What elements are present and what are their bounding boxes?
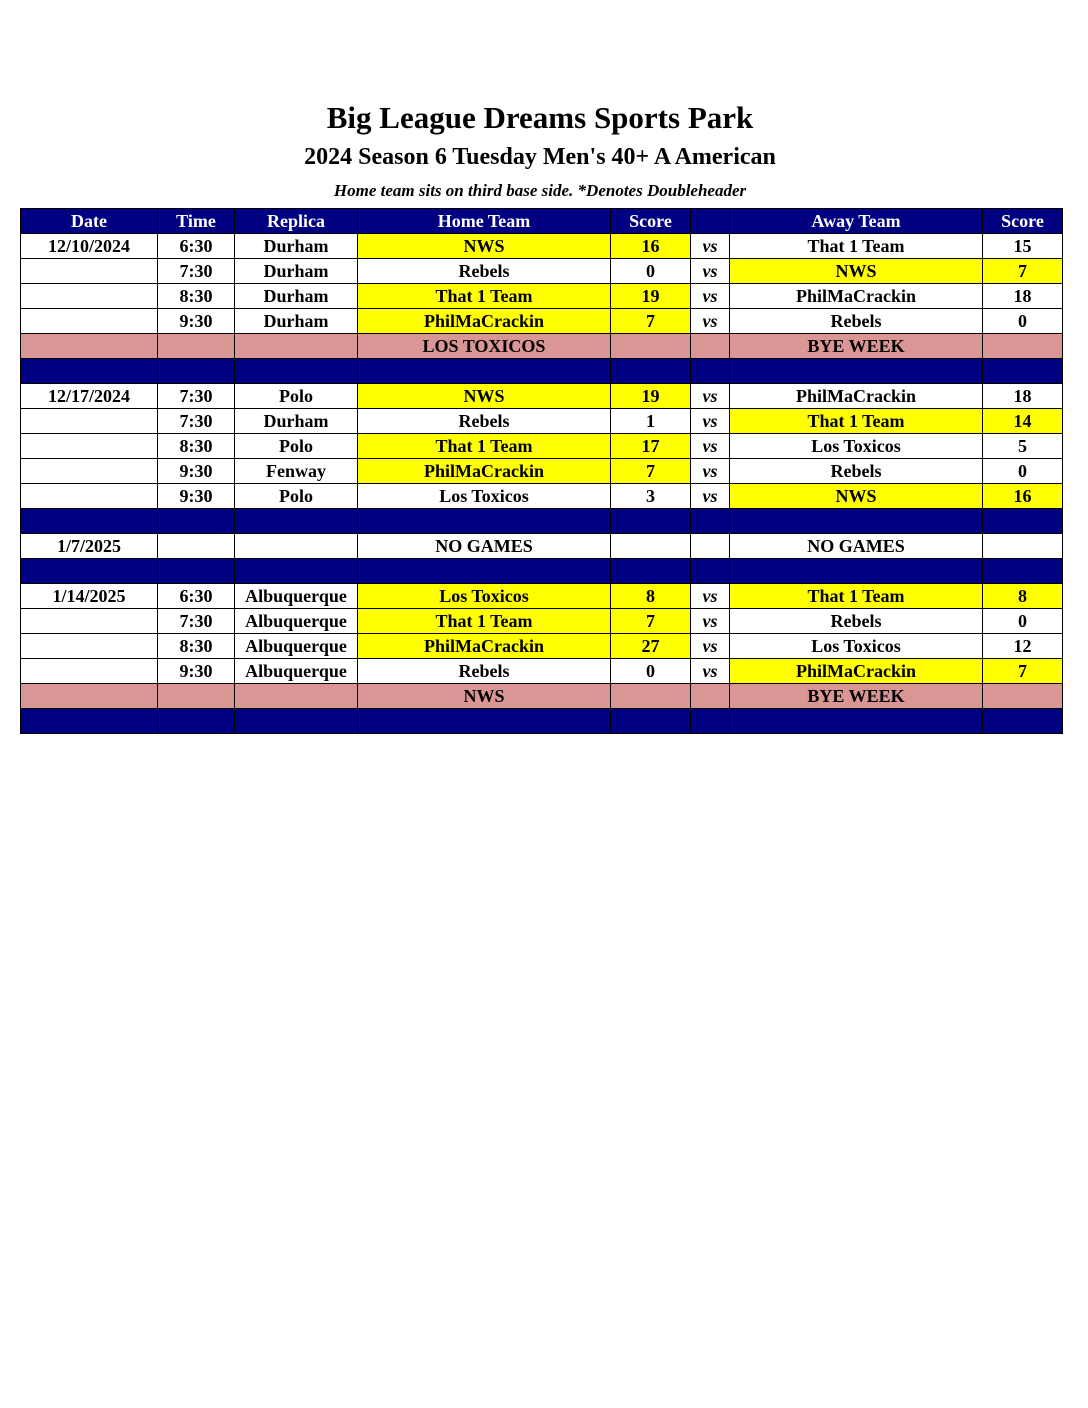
away-score-cell bbox=[983, 534, 1063, 559]
replica-field-cell: Durham bbox=[235, 284, 358, 309]
season-subtitle: 2024 Season 6 Tuesday Men's 40+ A American bbox=[304, 144, 776, 170]
replica-field-cell: Albuquerque bbox=[235, 659, 358, 684]
time-cell: 8:30 bbox=[158, 634, 235, 659]
game-row bbox=[21, 284, 1063, 309]
away-team-cell: NWS bbox=[730, 259, 983, 284]
away-score-cell: 0 bbox=[983, 609, 1063, 634]
spacer-cell bbox=[691, 559, 730, 584]
vs-cell: vs bbox=[691, 484, 730, 509]
schedule-note: Home team sits on third base side. *Denotes Doubleheader bbox=[333, 181, 747, 200]
time-cell bbox=[158, 684, 235, 709]
replica-field-cell: Albuquerque bbox=[235, 609, 358, 634]
column-header-away-team: Away Team bbox=[730, 209, 983, 234]
away-score-cell: 15 bbox=[983, 234, 1063, 259]
home-score-cell: 7 bbox=[611, 309, 691, 334]
away-team-cell: NO GAMES bbox=[730, 534, 983, 559]
column-header-time: Time bbox=[158, 209, 235, 234]
home-team-cell: PhilMaCrackin bbox=[358, 459, 611, 484]
away-team-cell: BYE WEEK bbox=[730, 334, 983, 359]
date-cell bbox=[21, 634, 158, 659]
spacer-cell bbox=[983, 709, 1063, 734]
spacer-cell bbox=[358, 709, 611, 734]
schedule-table bbox=[20, 208, 1063, 734]
spacer-cell bbox=[611, 709, 691, 734]
date-cell bbox=[21, 484, 158, 509]
vs-cell: vs bbox=[691, 609, 730, 634]
date-cell bbox=[21, 334, 158, 359]
away-score-cell bbox=[983, 684, 1063, 709]
date-cell: 12/17/2024 bbox=[21, 384, 158, 409]
page-title: Big League Dreams Sports Park bbox=[326, 100, 754, 135]
replica-field-cell: Polo bbox=[235, 434, 358, 459]
home-score-cell bbox=[611, 334, 691, 359]
home-score-cell bbox=[611, 684, 691, 709]
date-cell bbox=[21, 434, 158, 459]
replica-field-cell: Polo bbox=[235, 484, 358, 509]
date-cell: 1/14/2025 bbox=[21, 584, 158, 609]
away-score-cell: 7 bbox=[983, 259, 1063, 284]
home-score-cell: 0 bbox=[611, 259, 691, 284]
spacer-cell bbox=[21, 559, 158, 584]
vs-cell: vs bbox=[691, 234, 730, 259]
vs-cell: vs bbox=[691, 384, 730, 409]
bye-week-row bbox=[21, 684, 1063, 709]
header-row bbox=[21, 209, 1063, 234]
away-team-cell: NWS bbox=[730, 484, 983, 509]
game-row bbox=[21, 309, 1063, 334]
home-team-cell: Rebels bbox=[358, 659, 611, 684]
spacer-cell bbox=[235, 509, 358, 534]
away-score-cell: 18 bbox=[983, 384, 1063, 409]
spacer-cell bbox=[158, 359, 235, 384]
home-score-cell: 7 bbox=[611, 609, 691, 634]
away-team-cell: Los Toxicos bbox=[730, 634, 983, 659]
away-score-cell bbox=[983, 334, 1063, 359]
date-cell bbox=[21, 309, 158, 334]
vs-cell: vs bbox=[691, 459, 730, 484]
date-cell bbox=[21, 659, 158, 684]
spacer-cell bbox=[21, 509, 158, 534]
spacer-cell bbox=[358, 359, 611, 384]
vs-cell: vs bbox=[691, 659, 730, 684]
replica-field-cell: Albuquerque bbox=[235, 634, 358, 659]
time-cell: 6:30 bbox=[158, 234, 235, 259]
column-header-date: Date bbox=[21, 209, 158, 234]
home-score-cell: 19 bbox=[611, 284, 691, 309]
away-score-cell: 0 bbox=[983, 309, 1063, 334]
replica-field-cell: Durham bbox=[235, 259, 358, 284]
spacer-cell bbox=[358, 509, 611, 534]
away-team-cell: PhilMaCrackin bbox=[730, 384, 983, 409]
spacer-cell bbox=[158, 559, 235, 584]
replica-field-cell: Durham bbox=[235, 234, 358, 259]
vs-cell: vs bbox=[691, 634, 730, 659]
spacer-cell bbox=[983, 559, 1063, 584]
away-score-cell: 8 bbox=[983, 584, 1063, 609]
time-cell: 8:30 bbox=[158, 284, 235, 309]
home-score-cell: 0 bbox=[611, 659, 691, 684]
vs-cell: vs bbox=[691, 584, 730, 609]
replica-field-cell: Fenway bbox=[235, 459, 358, 484]
game-row bbox=[21, 434, 1063, 459]
time-cell: 7:30 bbox=[158, 384, 235, 409]
column-header-home-team: Home Team bbox=[358, 209, 611, 234]
date-cell: 12/10/2024 bbox=[21, 234, 158, 259]
date-cell bbox=[21, 409, 158, 434]
vs-cell bbox=[691, 534, 730, 559]
home-team-cell: That 1 Team bbox=[358, 609, 611, 634]
spacer-cell bbox=[158, 709, 235, 734]
home-score-cell: 1 bbox=[611, 409, 691, 434]
away-score-cell: 16 bbox=[983, 484, 1063, 509]
home-team-cell: Los Toxicos bbox=[358, 484, 611, 509]
away-team-cell: Rebels bbox=[730, 609, 983, 634]
away-team-cell: Rebels bbox=[730, 309, 983, 334]
home-team-cell: NO GAMES bbox=[358, 534, 611, 559]
replica-field-cell: Durham bbox=[235, 409, 358, 434]
spacer-cell bbox=[730, 509, 983, 534]
time-cell: 9:30 bbox=[158, 309, 235, 334]
time-cell: 7:30 bbox=[158, 409, 235, 434]
home-score-cell: 3 bbox=[611, 484, 691, 509]
home-score-cell: 17 bbox=[611, 434, 691, 459]
away-team-cell: That 1 Team bbox=[730, 409, 983, 434]
time-cell: 8:30 bbox=[158, 434, 235, 459]
home-team-cell: Rebels bbox=[358, 259, 611, 284]
home-score-cell: 27 bbox=[611, 634, 691, 659]
spacer-row bbox=[21, 709, 1063, 734]
time-cell: 7:30 bbox=[158, 609, 235, 634]
home-team-cell: That 1 Team bbox=[358, 284, 611, 309]
game-row bbox=[21, 484, 1063, 509]
away-score-cell: 12 bbox=[983, 634, 1063, 659]
column-header-away-score: Score bbox=[983, 209, 1063, 234]
column-header-vs bbox=[691, 209, 730, 234]
vs-cell bbox=[691, 684, 730, 709]
replica-field-cell: Durham bbox=[235, 309, 358, 334]
spacer-cell bbox=[983, 359, 1063, 384]
away-score-cell: 5 bbox=[983, 434, 1063, 459]
spacer-cell bbox=[983, 509, 1063, 534]
date-cell bbox=[21, 684, 158, 709]
spacer-cell bbox=[611, 559, 691, 584]
spacer-cell bbox=[21, 709, 158, 734]
away-team-cell: Los Toxicos bbox=[730, 434, 983, 459]
away-team-cell: That 1 Team bbox=[730, 584, 983, 609]
spacer-row bbox=[21, 359, 1063, 384]
spacer-cell bbox=[21, 359, 158, 384]
spacer-row bbox=[21, 509, 1063, 534]
away-team-cell: Rebels bbox=[730, 459, 983, 484]
game-row bbox=[21, 459, 1063, 484]
spacer-cell bbox=[158, 509, 235, 534]
column-header-replica: Replica bbox=[235, 209, 358, 234]
game-row bbox=[21, 634, 1063, 659]
spacer-cell bbox=[358, 559, 611, 584]
away-score-cell: 0 bbox=[983, 459, 1063, 484]
away-score-cell: 18 bbox=[983, 284, 1063, 309]
date-cell: 1/7/2025 bbox=[21, 534, 158, 559]
home-score-cell: 8 bbox=[611, 584, 691, 609]
spacer-cell bbox=[611, 359, 691, 384]
spacer-cell bbox=[235, 709, 358, 734]
time-cell: 9:30 bbox=[158, 459, 235, 484]
time-cell: 6:30 bbox=[158, 584, 235, 609]
replica-field-cell bbox=[235, 334, 358, 359]
time-cell bbox=[158, 534, 235, 559]
game-row bbox=[21, 409, 1063, 434]
vs-cell: vs bbox=[691, 434, 730, 459]
spacer-cell bbox=[730, 359, 983, 384]
game-row bbox=[21, 259, 1063, 284]
time-cell: 7:30 bbox=[158, 259, 235, 284]
game-row bbox=[21, 384, 1063, 409]
home-team-cell: LOS TOXICOS bbox=[358, 334, 611, 359]
game-row bbox=[21, 659, 1063, 684]
spacer-cell bbox=[730, 559, 983, 584]
replica-field-cell bbox=[235, 684, 358, 709]
home-team-cell: NWS bbox=[358, 384, 611, 409]
away-team-cell: PhilMaCrackin bbox=[730, 659, 983, 684]
home-score-cell: 19 bbox=[611, 384, 691, 409]
vs-cell: vs bbox=[691, 259, 730, 284]
spacer-cell bbox=[691, 709, 730, 734]
date-cell bbox=[21, 609, 158, 634]
home-team-cell: Los Toxicos bbox=[358, 584, 611, 609]
home-score-cell: 16 bbox=[611, 234, 691, 259]
home-team-cell: PhilMaCrackin bbox=[358, 309, 611, 334]
home-score-cell bbox=[611, 534, 691, 559]
spacer-cell bbox=[691, 509, 730, 534]
date-cell bbox=[21, 459, 158, 484]
vs-cell bbox=[691, 334, 730, 359]
vs-cell: vs bbox=[691, 284, 730, 309]
away-score-cell: 14 bbox=[983, 409, 1063, 434]
spacer-row bbox=[21, 559, 1063, 584]
vs-cell: vs bbox=[691, 309, 730, 334]
no-games-row bbox=[21, 534, 1063, 559]
bye-week-row bbox=[21, 334, 1063, 359]
time-cell: 9:30 bbox=[158, 659, 235, 684]
replica-field-cell: Polo bbox=[235, 384, 358, 409]
home-team-cell: PhilMaCrackin bbox=[358, 634, 611, 659]
game-row bbox=[21, 584, 1063, 609]
home-team-cell: NWS bbox=[358, 684, 611, 709]
away-team-cell: BYE WEEK bbox=[730, 684, 983, 709]
home-team-cell: Rebels bbox=[358, 409, 611, 434]
replica-field-cell: Albuquerque bbox=[235, 584, 358, 609]
replica-field-cell bbox=[235, 534, 358, 559]
spacer-cell bbox=[691, 359, 730, 384]
date-cell bbox=[21, 259, 158, 284]
date-cell bbox=[21, 284, 158, 309]
column-header-home-score: Score bbox=[611, 209, 691, 234]
time-cell: 9:30 bbox=[158, 484, 235, 509]
away-team-cell: That 1 Team bbox=[730, 234, 983, 259]
home-team-cell: That 1 Team bbox=[358, 434, 611, 459]
game-row bbox=[21, 609, 1063, 634]
game-row bbox=[21, 234, 1063, 259]
home-team-cell: NWS bbox=[358, 234, 611, 259]
time-cell bbox=[158, 334, 235, 359]
spacer-cell bbox=[235, 359, 358, 384]
spacer-cell bbox=[730, 709, 983, 734]
spacer-cell bbox=[611, 509, 691, 534]
away-team-cell: PhilMaCrackin bbox=[730, 284, 983, 309]
spacer-cell bbox=[235, 559, 358, 584]
away-score-cell: 7 bbox=[983, 659, 1063, 684]
vs-cell: vs bbox=[691, 409, 730, 434]
home-score-cell: 7 bbox=[611, 459, 691, 484]
